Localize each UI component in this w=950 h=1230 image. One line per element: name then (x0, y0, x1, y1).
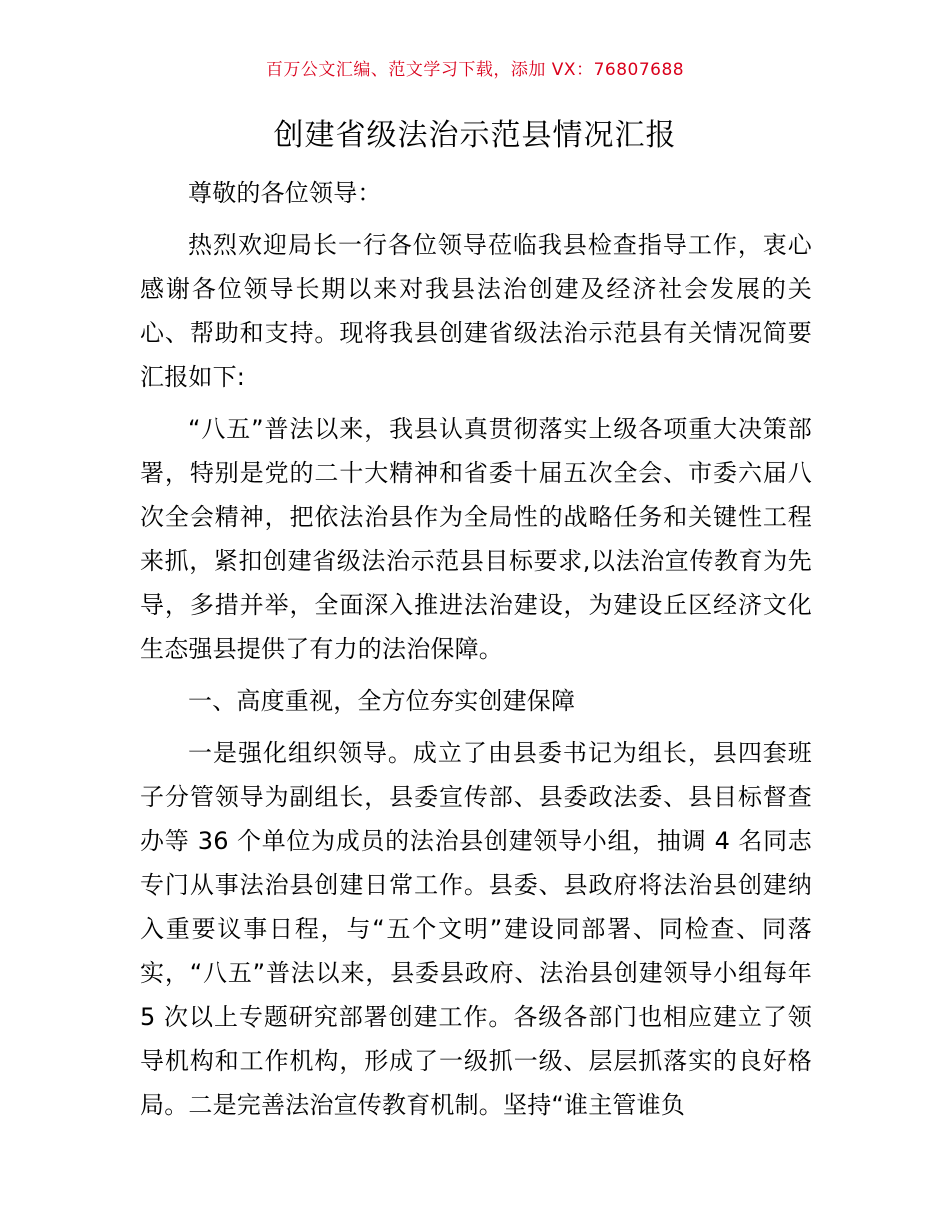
document-title: 创建省级法治示范县情况汇报 (273, 118, 677, 153)
paragraph-overview: “八五”普法以来，我县认真贯彻落实上级各项重大决策部署，特别是党的二十大精神和省委十届五次全会、市委六届八次全会精神，把依法治县作为全局性的战略任务和关键性工程来抓，紧扣创建省级法治示范县目标要求,以法治宣传教育为先导，多措并举，全面深入推进法治建设，为建设丘区经济文化生态强县提供了有力的法治保障。 (140, 415, 812, 663)
header-note: 百万公文汇编、范文学习下载，添加 VX：76807688 (265, 60, 685, 80)
paragraph-organization: 一是强化组织领导。成立了由县委书记为组长，县四套班子分管领导为副组长，县委宣传部、县委政法委、县目标督查办等 36 个单位为成员的法治县创建领导小组，抽调 4 名同志专门从事法治县创建日常工作。县委、县政府将法治县创建纳入重要议事日程，与“五个文明”建设同部署、同检查、同落实，“八五”普法以来，县委县政府、法治县创建领导小组每年 5 次以上专题研究部署创建工作。各级各部门也相应建立了领导机构和工作机构，形成了一级抓一级、层层抓落实的良好格局。二是完善法治宣传教育机制。坚持“谁主管谁负 (140, 739, 812, 1119)
section-heading: 一、高度重视，全方位夯实创建保障 (188, 687, 576, 715)
document-body (140, 171, 812, 1135)
paragraph-intro: 热烈欢迎局长一行各位领导莅临我县检查指导工作，衷心感谢各位领导长期以来对我县法治创建及经济社会发展的关心、帮助和支持。现将我县创建省级法治示范县有关情况简要汇报如下: (140, 231, 812, 391)
salutation: 尊敬的各位领导： (188, 179, 382, 207)
